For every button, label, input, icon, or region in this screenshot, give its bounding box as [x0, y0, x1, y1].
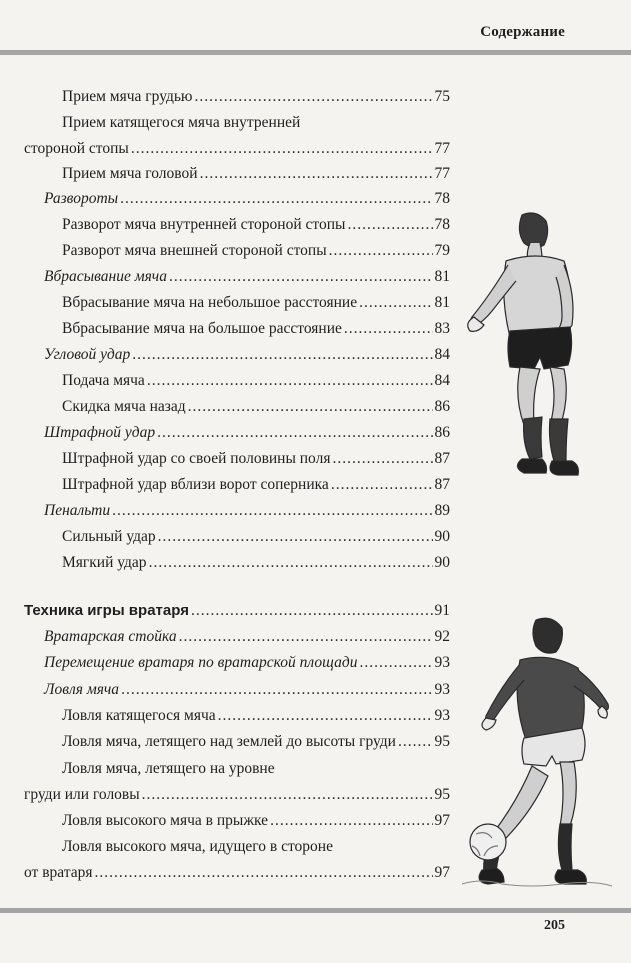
toc-entry-page: 93 [434, 707, 450, 724]
leader-dots [112, 500, 432, 522]
toc-entry-page: 97 [434, 864, 450, 881]
page-number: 205 [544, 918, 565, 933]
toc-entry[interactable] [0, 396, 460, 418]
toc-entry-title: Штрафной удар вблизи ворот соперника [62, 476, 329, 493]
toc-entry[interactable] [0, 188, 460, 210]
toc-entry-title: Перемещение вратаря по вратарской площади [44, 654, 358, 671]
toc-entry-section[interactable] [0, 600, 460, 622]
leader-dots [270, 810, 432, 832]
toc-entry-title: Вбрасывание мяча на большое расстояние [62, 320, 342, 337]
toc-entry-page: 87 [434, 476, 450, 493]
toc-entry-page: 97 [434, 812, 450, 829]
toc-entry[interactable] [0, 705, 460, 727]
toc-entry-page: 78 [434, 190, 450, 207]
toc-entry-page: 92 [434, 628, 450, 645]
leader-dots [121, 679, 432, 701]
toc-entry-title: Штрафной удар [44, 424, 156, 441]
toc-entry[interactable] [0, 810, 460, 832]
toc-entry[interactable] [0, 731, 460, 753]
toc-entry-page: 86 [434, 398, 450, 415]
toc-entry-page: 83 [434, 320, 450, 337]
leader-dots [344, 318, 433, 340]
leader-dots [218, 705, 433, 727]
toc-entry-title-line1: Прием катящегося мяча внутренней [62, 114, 301, 131]
toc-entry-title: Развороты [44, 190, 119, 207]
toc-entry-title: Разворот мяча внешней стороной стопы [62, 242, 327, 259]
leader-dots [158, 526, 433, 548]
toc-entry-title: Ловля высокого мяча в прыжке [62, 812, 269, 829]
leader-dots [347, 214, 432, 236]
toc-entry-page: 77 [434, 140, 450, 157]
toc-entry-title: Вбрасывание мяча на небольшое расстояние [62, 294, 358, 311]
toc-entry-page: 90 [434, 554, 450, 571]
leader-dots [142, 784, 433, 806]
toc-entry-title: Угловой удар [44, 346, 131, 363]
toc-entry[interactable] [0, 318, 460, 340]
toc-entry[interactable] [0, 86, 460, 108]
toc-entry-page: 78 [434, 216, 450, 233]
toc-entry-page: 86 [434, 424, 450, 441]
footer-rule [0, 908, 631, 913]
leader-dots [332, 448, 432, 470]
toc-entry-page: 87 [434, 450, 450, 467]
toc-entry-title: Подача мяча [62, 372, 145, 389]
toc-entry-title: Ловля мяча [44, 681, 120, 698]
toc-entry-page: 81 [434, 294, 450, 311]
leader-dots [398, 731, 433, 753]
toc-entry-page: 95 [434, 733, 450, 750]
leader-dots [132, 344, 432, 366]
toc-entry[interactable] [0, 652, 460, 674]
toc-entry-title: Скидка мяча назад [62, 398, 186, 415]
toc-entry-title: Разворот мяча внутренней стороной стопы [62, 216, 346, 233]
toc-entry[interactable] [0, 836, 460, 884]
toc-entry-title: Ловля мяча, летящего над землей до высоты груди [62, 733, 396, 750]
toc-entry-title: Мягкий удар [62, 554, 147, 571]
toc-entry-page: 84 [434, 346, 450, 363]
toc-entry[interactable] [0, 112, 460, 160]
leader-dots [188, 396, 433, 418]
toc-entry[interactable] [0, 448, 460, 470]
leader-dots [149, 552, 433, 574]
leader-dots [169, 266, 433, 288]
toc-entry[interactable] [0, 163, 460, 185]
toc-entry-title: от вратаря [24, 864, 93, 881]
leader-dots [131, 138, 433, 160]
toc-entry[interactable] [0, 526, 460, 548]
leader-dots [195, 86, 433, 108]
toc-entry-page: 75 [434, 88, 450, 105]
toc-entry-page: 77 [434, 165, 450, 182]
toc-entry-page: 95 [434, 786, 450, 803]
leader-dots [331, 474, 433, 496]
toc-entry-title: Пенальти [44, 502, 111, 519]
leader-dots [329, 240, 433, 262]
toc-entry[interactable] [0, 240, 460, 262]
toc-entry-title: Сильный удар [62, 528, 156, 545]
leader-dots [179, 626, 433, 648]
toc-entry[interactable] [0, 758, 460, 806]
toc-entry-page: 84 [434, 372, 450, 389]
toc-entry[interactable] [0, 292, 460, 314]
leader-dots [191, 600, 433, 622]
toc-entry-title: Вратарская стойка [44, 628, 177, 645]
leader-dots [157, 422, 432, 444]
toc-entry-title: Прием мяча головой [62, 165, 198, 182]
leader-dots [147, 370, 433, 392]
toc-entry[interactable] [0, 552, 460, 574]
toc-entry[interactable] [0, 500, 460, 522]
leader-dots [94, 862, 432, 884]
leader-dots [360, 652, 433, 674]
toc-entry[interactable] [0, 422, 460, 444]
toc-entry-title: стороной стопы [24, 140, 129, 157]
toc-entry[interactable] [0, 214, 460, 236]
toc-entry[interactable] [0, 474, 460, 496]
toc-entry[interactable] [0, 370, 460, 392]
toc-entry-title: Техника игры вратаря [24, 602, 189, 619]
toc-entry-page: 81 [434, 268, 450, 285]
toc-entry-title: Вбрасывание мяча [44, 268, 167, 285]
toc-entry-title: Ловля катящегося мяча [62, 707, 216, 724]
toc-entry-page: 90 [434, 528, 450, 545]
toc-entry-page: 91 [434, 602, 450, 619]
toc-entry[interactable] [0, 626, 460, 648]
toc-entry[interactable] [0, 679, 460, 701]
toc-entry[interactable] [0, 266, 460, 288]
goalkeeper-kick-illustration [462, 610, 622, 895]
toc-entry-page: 89 [434, 502, 450, 519]
toc-entry-title-line1: Ловля мяча, летящего на уровне [62, 760, 275, 777]
leader-dots [120, 188, 432, 210]
leader-dots [359, 292, 432, 314]
toc-entry-page: 93 [434, 654, 450, 671]
goalkeeper-stance-illustration [462, 205, 612, 495]
toc-entry[interactable] [0, 344, 460, 366]
toc-entry-title-line1: Ловля высокого мяча, идущего в стороне [62, 838, 333, 855]
running-header-title: Содержание [480, 24, 565, 40]
toc-entry-page: 93 [434, 681, 450, 698]
leader-dots [200, 163, 433, 185]
toc-entry-page: 79 [434, 242, 450, 259]
toc-entry-title: Прием мяча грудью [62, 88, 193, 105]
toc-entry-title: Штрафной удар со своей половины поля [62, 450, 331, 467]
toc-entry-title: груди или головы [24, 786, 140, 803]
